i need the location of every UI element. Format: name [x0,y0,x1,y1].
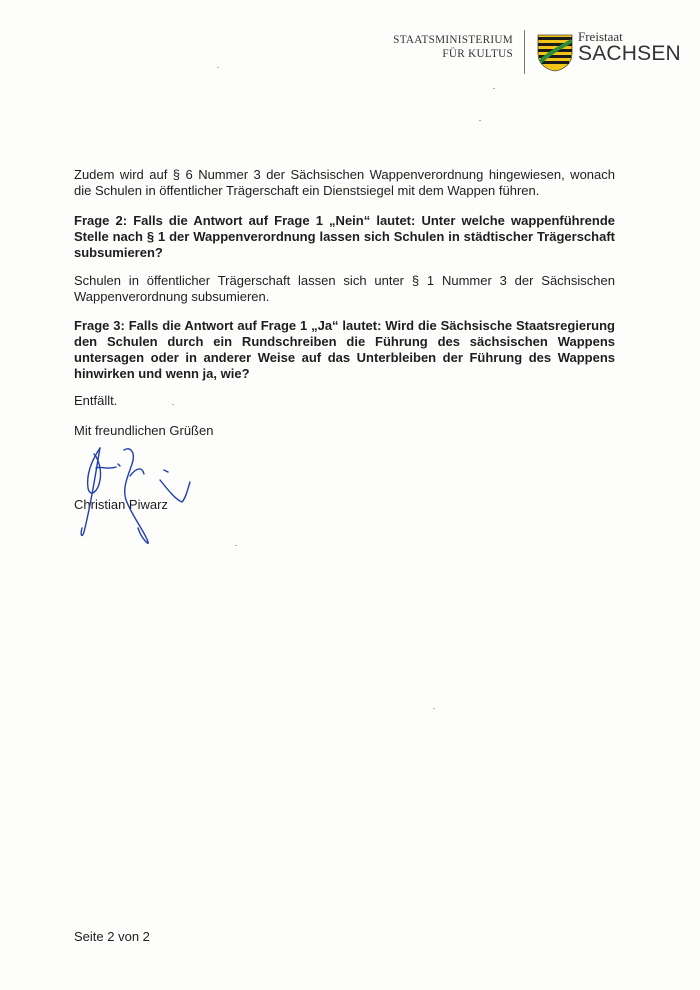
question-3: Frage 3: Falls die Antwort auf Frage 1 „Ja“ lautet: Wird die Sächsische Staatsregierung den Schulen durch ein Rundschreiben die Führung des sächsischen Wappens untersagen oder in anderer Weise auf das Unterbleiben der Führung des Wappens hinwirken und wenn ja, wie? [74,318,615,381]
scan-speck [479,120,481,121]
answer-2: Schulen in öffentlicher Trägerschaft lassen sich unter § 1 Nummer 3 der Sächsischen Wappenverordnung subsumieren. [74,273,615,304]
handwritten-signature [72,440,192,545]
scan-speck [433,708,435,709]
ministry-line-1: STAATSMINISTERIUM [393,34,513,46]
header-divider [524,30,525,74]
state-label-big: SACHSEN [578,42,681,65]
scan-speck [172,404,174,405]
closing-greeting: Mit freundlichen Grüßen [74,423,214,438]
scan-speck [493,88,495,89]
ministry-name [370,33,513,61]
paragraph-1: Zudem wird auf § 6 Nummer 3 der Sächsischen Wappenverordnung hingewiesen, wonach die Schulen in öffentlicher Trägerschaft ein Dienstsiegel mit dem Wappen führen. [74,167,615,198]
signer-name: Christian Piwarz [74,497,168,512]
scan-speck [217,67,219,68]
state-label-small: Freistaat [578,29,623,44]
saxony-coat-of-arms-icon [537,34,573,72]
page-number: Seite 2 von 2 [74,929,150,944]
question-2: Frage 2: Falls die Antwort auf Frage 1 „Nein“ lautet: Unter welche wappenführende Stelle nach § 1 der Wappenverordnung lassen sich Schulen in städtischer Trägerschaft subsumieren? [74,213,615,260]
answer-3: Entfällt. [74,393,118,408]
ministry-line-2: FÜR KULTUS [442,48,513,60]
scan-speck [235,545,237,546]
